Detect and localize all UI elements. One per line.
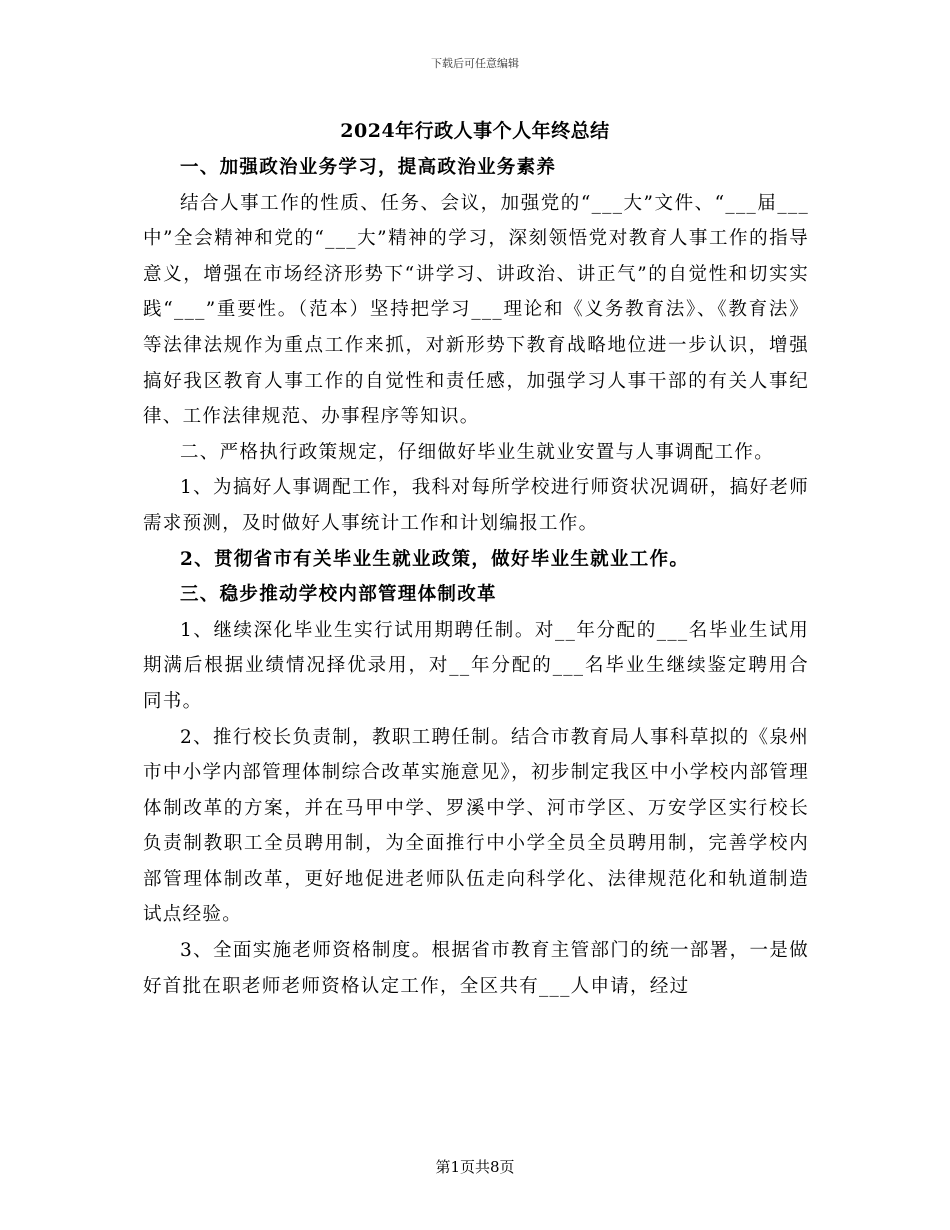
paragraph: 一、加强政治业务学习，提高政治业务素养: [180, 157, 557, 178]
paragraph: 三、稳步推动学校内部管理体制改革: [180, 584, 497, 606]
header-note: 下载后可任意编辑: [431, 57, 519, 70]
paragraph: 1、继续深化毕业生实行试用期聘任制。对__年分配的___名毕业生试用期满后根据业绩情况择优录用，对__年分配的___名毕业生继续鉴定聘用合同书。: [143, 619, 809, 712]
document-body: [143, 150, 809, 1004]
paragraph: 二、严格执行政策规定，仔细做好毕业生就业安置与人事调配工作。: [180, 441, 775, 463]
paragraph: 结合人事工作的性质、任务、会议，加强党的“___大”文件、“___届___中”全会精神和党的“___大”精神的学习，深刻领悟党对教育人事工作的指导意义，增强在市场经济形势下“讲学习、讲政治、讲正气”的自觉性和切实实践“___”重要性。（范本）坚持把学习___理论和《义务教育法》、《教育法》等法律法规作为重点工作来抓，对新形势下教育战略地位进一步认识，增强搞好我区教育人事工作的自觉性和责任感，加强学习人事干部的有关人事纪律、工作法律规范、办事程序等知识。: [143, 192, 809, 428]
paragraph: 2、贯彻省市有关毕业生就业政策，做好毕业生就业工作。: [180, 548, 690, 570]
paragraph: 3、全面实施老师资格制度。根据省市教育主管部门的统一部署，一是做好首批在职老师老师资格认定工作，全区共有___人申请，经过: [143, 940, 809, 997]
paragraph: 1、为搞好人事调配工作，我科对每所学校进行师资状况调研，搞好老师需求预测，及时做好人事统计工作和计划编报工作。: [143, 477, 809, 534]
paragraph: 2、推行校长负责制，教职工聘任制。结合市教育局人事科草拟的《泉州市中小学内部管理体制综合改革实施意见》，初步制定我区中小学校内部管理体制改革的方案，并在马甲中学、罗溪中学、河市学区、万安学区实行校长负责制教职工全员聘用制，为全面推行中小学全员全员聘用制，完善学校内部管理体制改革，更好地促进老师队伍走向科学化、法律规范化和轨道制造试点经验。: [143, 726, 809, 926]
page-number: 第1页共8页: [435, 1158, 515, 1176]
document-title: 2024年行政人事个人年终总结: [340, 120, 610, 142]
